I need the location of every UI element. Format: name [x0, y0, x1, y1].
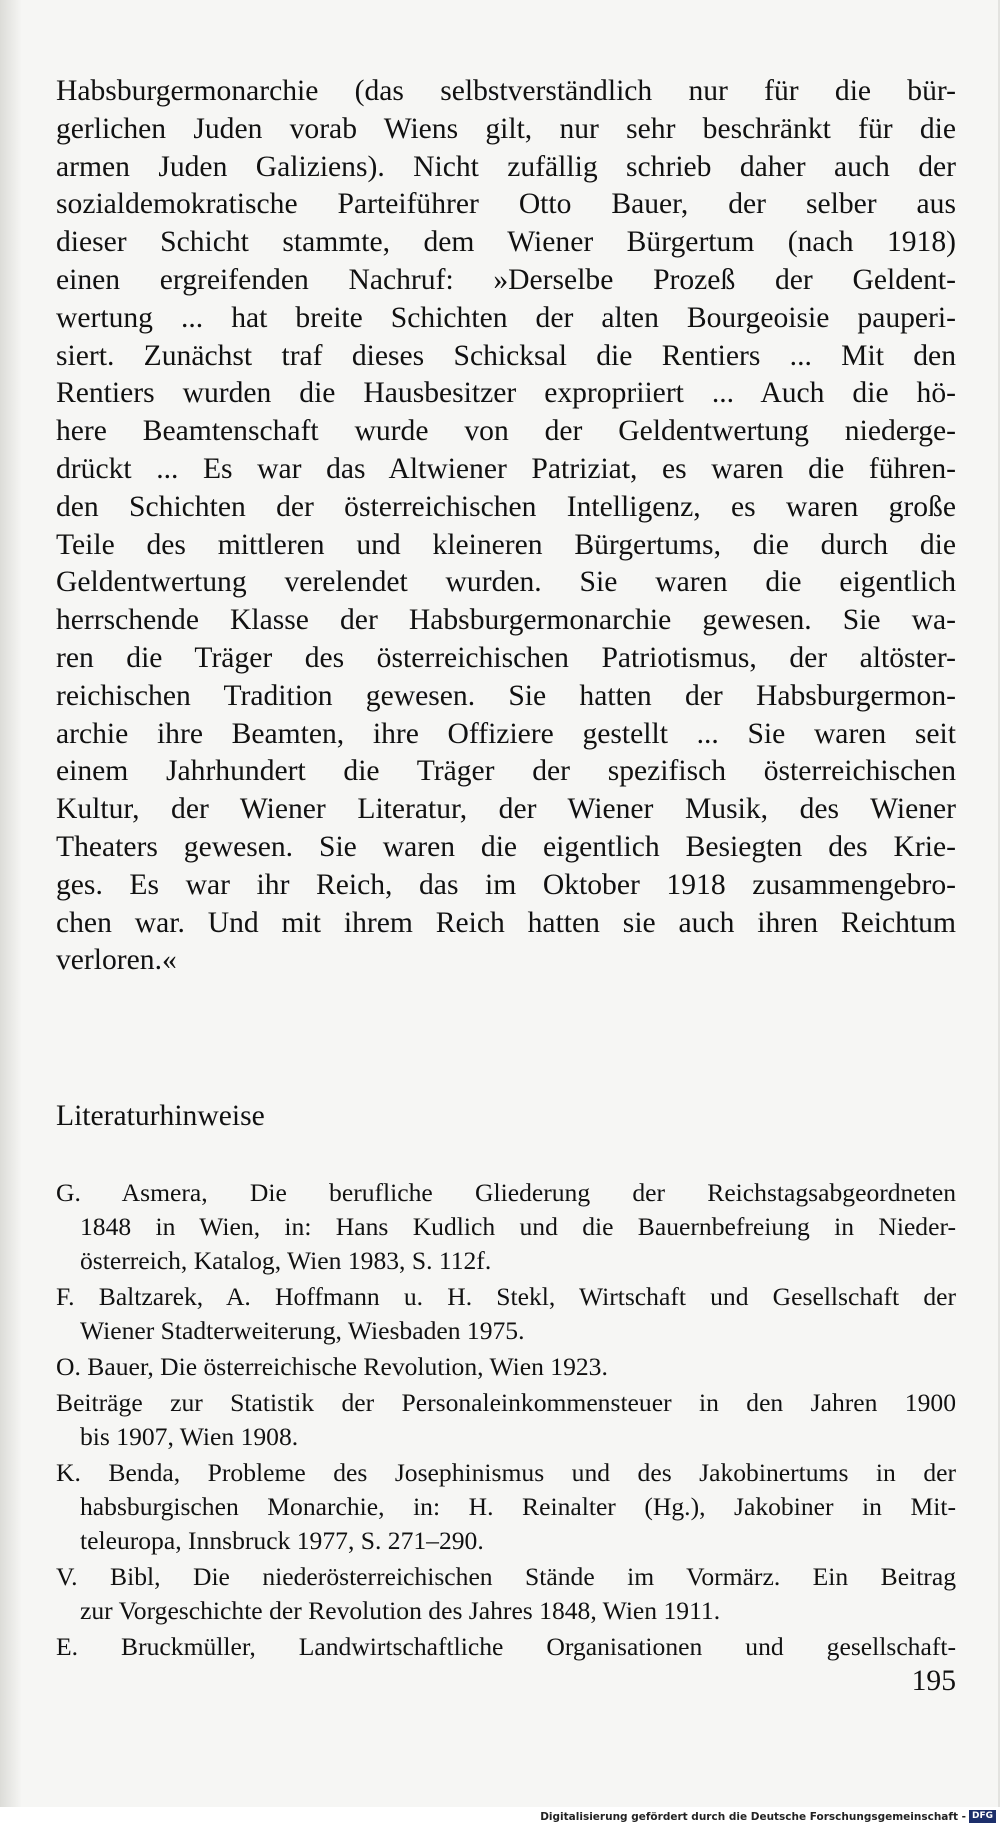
reference-line: K. Benda, Probleme des Josephinismus und des Jakobinertums in der	[56, 1458, 956, 1487]
text-line: siert. Zunächst traf dieses Schicksal die Rentiers ... Mit den	[56, 339, 956, 372]
text-line: ges. Es war ihr Reich, das im Oktober 1918 zusammengebro-	[56, 868, 956, 901]
reference-line: V. Bibl, Die niederösterreichischen Stände im Vormärz. Ein Beitrag	[56, 1562, 956, 1591]
dfg-logo: DFG	[969, 1810, 996, 1823]
text-line: gerlichen Juden vorab Wiens gilt, nur sehr beschränkt für die	[56, 112, 956, 145]
text-line: here Beamtenschaft wurde von der Geldentwertung niederge-	[56, 415, 956, 448]
reference-line: teleuropa, Innsbruck 1977, S. 271–290.	[80, 1526, 484, 1555]
reference-entry	[56, 1350, 956, 1384]
text-line: einen ergreifenden Nachruf: »Derselbe Prozeß der Geldent-	[56, 263, 956, 296]
text-line: Teile des mittleren und kleineren Bürgertums, die durch die	[56, 528, 956, 561]
reference-line: G. Asmera, Die berufliche Gliederung der Reichstagsabgeordneten	[56, 1178, 956, 1207]
text-line: einem Jahrhundert die Träger der spezifisch österreichischen	[56, 755, 956, 788]
text-line: Kultur, der Wiener Literatur, der Wiener Musik, des Wiener	[56, 793, 956, 826]
reference-entry	[56, 1560, 956, 1628]
text-line: Habsburgermonarchie (das selbstverständlich nur für die bür-	[56, 75, 956, 107]
digitization-credit: Digitalisierung gefördert durch die Deutsche Forschungsgemeinschaft -	[540, 1811, 966, 1823]
body-paragraph	[56, 73, 956, 980]
reference-line: Beiträge zur Statistik der Personaleinkommensteuer in den Jahren 1900	[56, 1388, 956, 1417]
reference-entry	[56, 1456, 956, 1558]
reference-line: Wiener Stadterweiterung, Wiesbaden 1975.	[80, 1316, 525, 1345]
reference-line: bis 1907, Wien 1908.	[80, 1422, 299, 1451]
reference-entry	[56, 1280, 956, 1348]
page-gutter-shadow	[0, 0, 22, 1807]
reference-line: 1848 in Wien, in: Hans Kudlich und die Bauernbefreiung in Nieder-	[80, 1212, 956, 1241]
reference-line: habsburgischen Monarchie, in: H. Reinalter (Hg.), Jakobiner in Mit-	[80, 1492, 956, 1521]
text-line: wertung ... hat breite Schichten der alten Bourgeoisie pauperi-	[56, 301, 956, 334]
text-line: Rentiers wurden die Hausbesitzer expropriiert ... Auch die hö-	[56, 377, 956, 410]
reference-line: F. Baltzarek, A. Hoffmann u. H. Stekl, Wirtschaft und Gesellschaft der	[56, 1282, 956, 1311]
section-heading: Literaturhinweise	[56, 1100, 265, 1132]
reference-entry	[56, 1386, 956, 1454]
text-line: herrschende Klasse der Habsburgermonarchie gewesen. Sie wa-	[56, 604, 956, 637]
text-line: den Schichten der österreichischen Intelligenz, es waren große	[56, 490, 956, 523]
text-line: armen Juden Galiziens). Nicht zufällig schrieb daher auch der	[56, 150, 956, 183]
page-number: 195	[911, 1665, 956, 1697]
reference-line: E. Bruckmüller, Landwirtschaftliche Organisationen und gesellschaft-	[56, 1632, 956, 1661]
text-line: sozialdemokratische Parteiführer Otto Bauer, der selber aus	[56, 188, 956, 221]
text-line: reichischen Tradition gewesen. Sie hatten der Habsburgermon-	[56, 679, 956, 712]
text-line: dieser Schicht stammte, dem Wiener Bürgertum (nach 1918)	[56, 226, 956, 259]
text-line: Geldentwertung verelendet wurden. Sie waren die eigentlich	[56, 566, 956, 599]
text-line: drückt ... Es war das Altwiener Patriziat, es waren die führen-	[56, 452, 956, 485]
text-line: ren die Träger des österreichischen Patriotismus, der altöster-	[56, 641, 956, 674]
text-line: Theaters gewesen. Sie waren die eigentlich Besiegten des Krie-	[56, 830, 956, 863]
text-line: archie ihre Beamten, ihre Offiziere gestellt ... Sie waren seit	[56, 717, 956, 750]
reference-line: O. Bauer, Die österreichische Revolution, Wien 1923.	[56, 1352, 608, 1381]
reference-entry	[56, 1630, 956, 1664]
text-line: verloren.«	[56, 944, 177, 977]
reference-entry	[56, 1176, 956, 1278]
text-line: chen war. Und mit ihrem Reich hatten sie auch ihren Reichtum	[56, 906, 956, 939]
reference-list	[56, 1176, 956, 1666]
reference-line: zur Vorgeschichte der Revolution des Jahres 1848, Wien 1911.	[80, 1596, 721, 1625]
reference-line: österreich, Katalog, Wien 1983, S. 112f.	[80, 1246, 492, 1275]
